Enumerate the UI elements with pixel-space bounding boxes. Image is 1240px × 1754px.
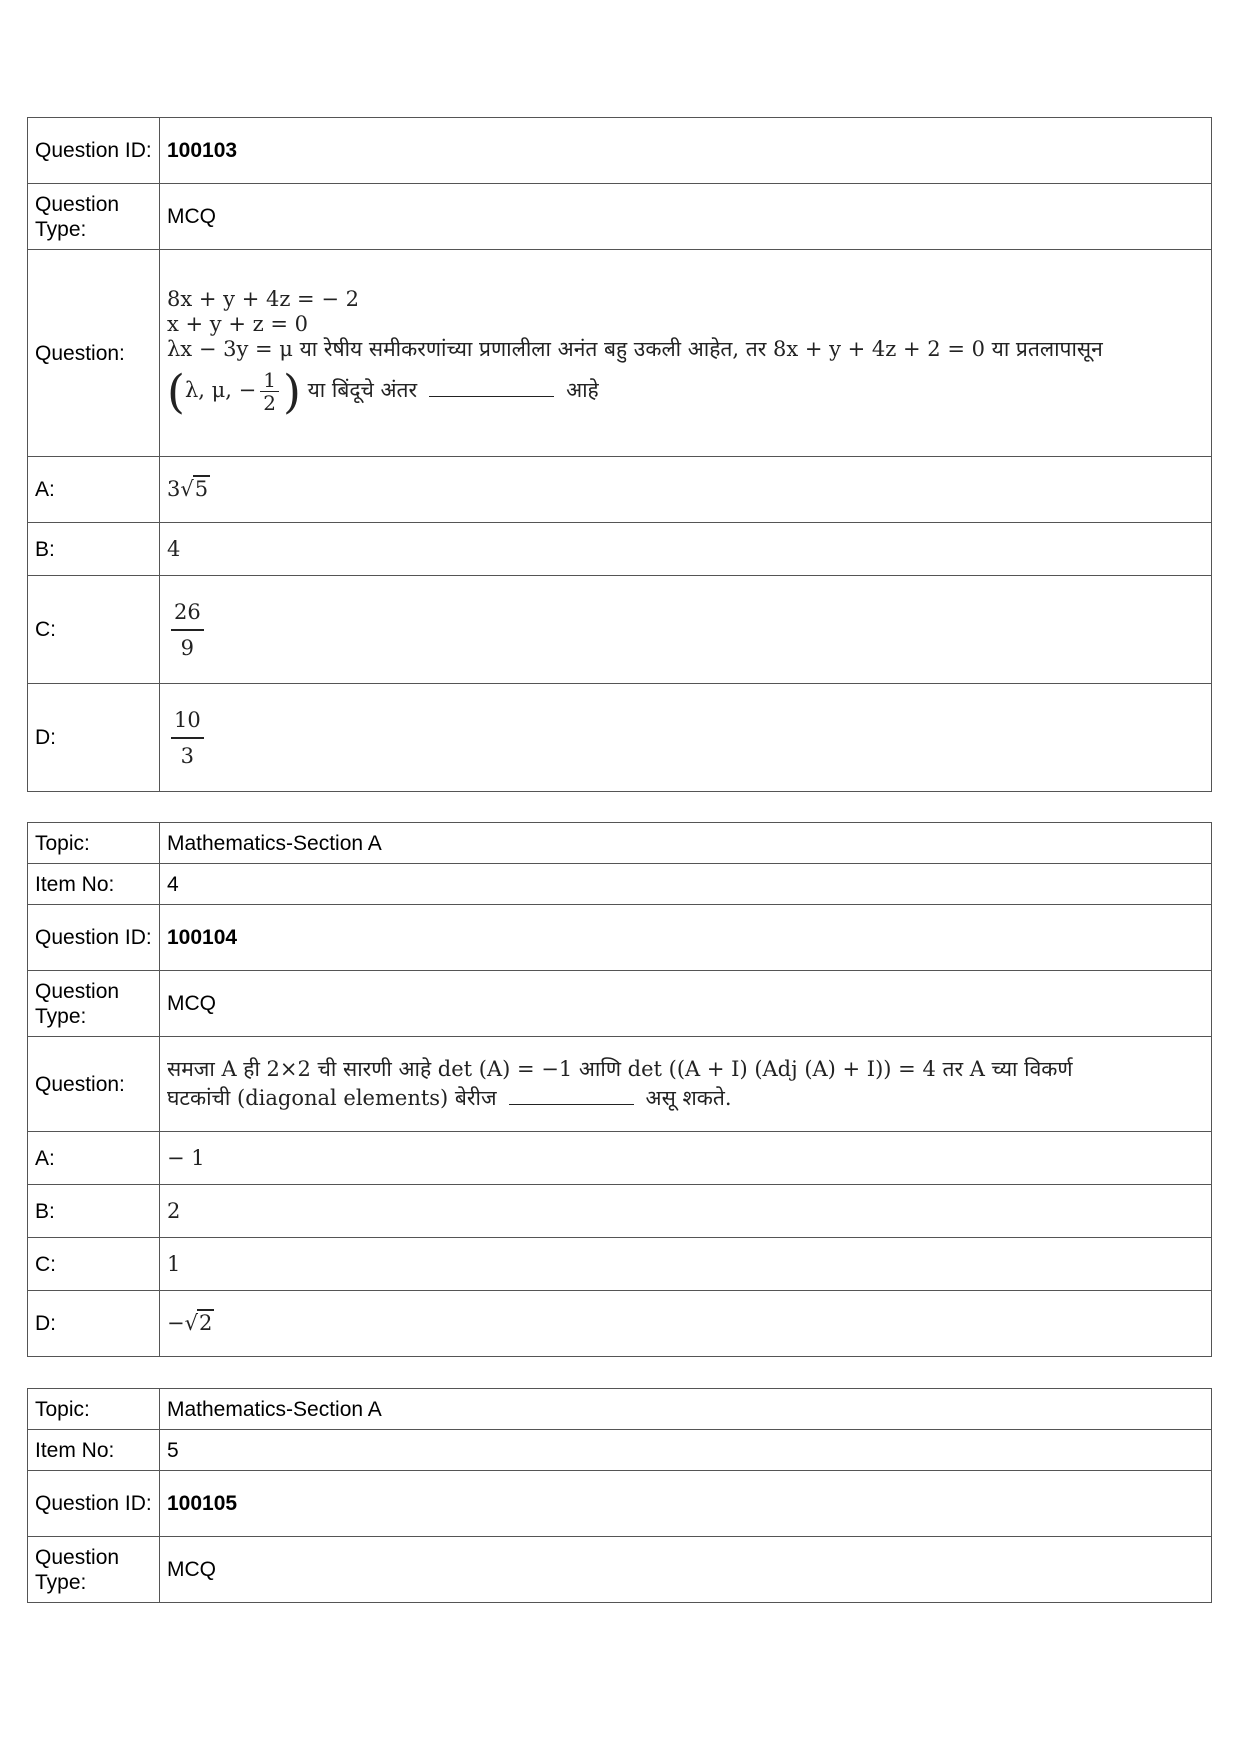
- row-option-a: [28, 1132, 1212, 1185]
- question-text: [160, 1037, 1212, 1132]
- row-question-id: [28, 1471, 1212, 1537]
- line-4-text: या बिंदूचे अंतर: [307, 377, 418, 402]
- option-a-value: − 1: [160, 1132, 1212, 1185]
- label-topic: Topic:: [28, 1389, 160, 1430]
- row-option-c: [28, 576, 1212, 684]
- row-question: [28, 250, 1212, 457]
- label-question-type: Question Type:: [28, 1537, 160, 1603]
- option-d-value: [160, 684, 1212, 792]
- row-question-id: [28, 905, 1212, 971]
- label-option-d: D:: [28, 684, 160, 792]
- label-option-d: D:: [28, 1291, 160, 1357]
- option-c-fraction: [171, 595, 204, 665]
- question-type-value: MCQ: [160, 971, 1212, 1037]
- question-line-1: समजा A ही 2×2 ची सारणी आहे det (A) = −1 आणि det ((A + I) (Adj (A) + I)) = 4 तर A च्या विकर्ण: [167, 1057, 1073, 1081]
- option-c-num: 26: [171, 595, 204, 631]
- equation-3-text: λx − 3y = μ या रेषीय समीकरणांच्या प्रणालीला अनंत बहु उकली आहेत, तर 8x + y + 4z + 2 = 0 या प्रतलापासून: [167, 336, 1103, 361]
- label-question-type: Question Type:: [28, 971, 160, 1037]
- option-c-den: 9: [180, 635, 195, 660]
- label-question-id: Question ID:: [28, 118, 160, 184]
- question-line-4: [167, 362, 1204, 420]
- label-option-b: B:: [28, 523, 160, 576]
- row-question-id: [28, 118, 1212, 184]
- option-d-sign: −: [167, 1311, 185, 1335]
- option-c-value: [160, 576, 1212, 684]
- close-paren: ): [282, 364, 301, 419]
- option-d-den: 3: [180, 743, 195, 768]
- question-id-value: 100103: [160, 118, 1212, 184]
- label-item-no: Item No:: [28, 864, 160, 905]
- option-d-fraction: [171, 703, 204, 773]
- option-d-value: −√2: [160, 1291, 1212, 1357]
- row-topic: [28, 823, 1212, 864]
- label-option-c: C:: [28, 576, 160, 684]
- topic-value: Mathematics-Section A: [160, 823, 1212, 864]
- row-topic: [28, 1389, 1212, 1430]
- question-type-value: MCQ: [160, 1537, 1212, 1603]
- question-id-value: 100105: [160, 1471, 1212, 1537]
- option-b-value: 4: [160, 523, 1212, 576]
- point-fraction: [260, 369, 279, 414]
- line-4-end: आहे: [566, 377, 599, 402]
- point-prefix: λ, μ, −: [184, 377, 257, 402]
- label-question-id: Question ID:: [28, 905, 160, 971]
- option-a-root: 5: [194, 477, 209, 501]
- line-2-text: घटकांची (diagonal elements) बेरीज: [167, 1086, 497, 1110]
- question-id-value: 100104: [160, 905, 1212, 971]
- row-option-c: [28, 1238, 1212, 1291]
- row-option-d: [28, 684, 1212, 792]
- option-d-num: 10: [171, 703, 204, 739]
- label-topic: Topic:: [28, 823, 160, 864]
- equation-2: x + y + z = 0: [167, 311, 308, 336]
- question-text: [160, 250, 1212, 457]
- label-question-id: Question ID:: [28, 1471, 160, 1537]
- answer-blank: [509, 1082, 634, 1105]
- row-question-type: [28, 971, 1212, 1037]
- row-question-type: [28, 1537, 1212, 1603]
- option-a-value: 3√5: [160, 457, 1212, 523]
- point-fraction-den: 2: [263, 390, 276, 415]
- option-a-coef: 3: [167, 477, 181, 501]
- label-question: Question:: [28, 250, 160, 457]
- label-question-type: Question Type:: [28, 184, 160, 250]
- label-option-c: C:: [28, 1238, 160, 1291]
- row-option-b: [28, 1185, 1212, 1238]
- answer-blank: [429, 374, 554, 397]
- row-question: [28, 1037, 1212, 1132]
- label-option-b: B:: [28, 1185, 160, 1238]
- equation-1: 8x + y + 4z = − 2: [167, 286, 359, 311]
- open-paren: (: [167, 364, 185, 419]
- row-option-b: [28, 523, 1212, 576]
- row-question-type: [28, 184, 1212, 250]
- label-option-a: A:: [28, 1132, 160, 1185]
- question-table-100104: [27, 822, 1212, 1357]
- question-line-2: [167, 1082, 1204, 1111]
- question-table-100103: [27, 117, 1212, 792]
- label-option-a: A:: [28, 457, 160, 523]
- question-type-value: MCQ: [160, 184, 1212, 250]
- option-b-value: 2: [160, 1185, 1212, 1238]
- line-2-end: असू शकते.: [645, 1086, 732, 1110]
- topic-value: Mathematics-Section A: [160, 1389, 1212, 1430]
- label-question: Question:: [28, 1037, 160, 1132]
- item-no-value: 4: [160, 864, 1212, 905]
- row-option-d: [28, 1291, 1212, 1357]
- label-item-no: Item No:: [28, 1430, 160, 1471]
- point-fraction-num: 1: [260, 369, 279, 392]
- option-c-value: 1: [160, 1238, 1212, 1291]
- row-option-a: [28, 457, 1212, 523]
- option-d-root: 2: [199, 1311, 213, 1335]
- row-item-no: [28, 1430, 1212, 1471]
- question-table-100105: [27, 1388, 1212, 1603]
- row-item-no: [28, 864, 1212, 905]
- item-no-value: 5: [160, 1430, 1212, 1471]
